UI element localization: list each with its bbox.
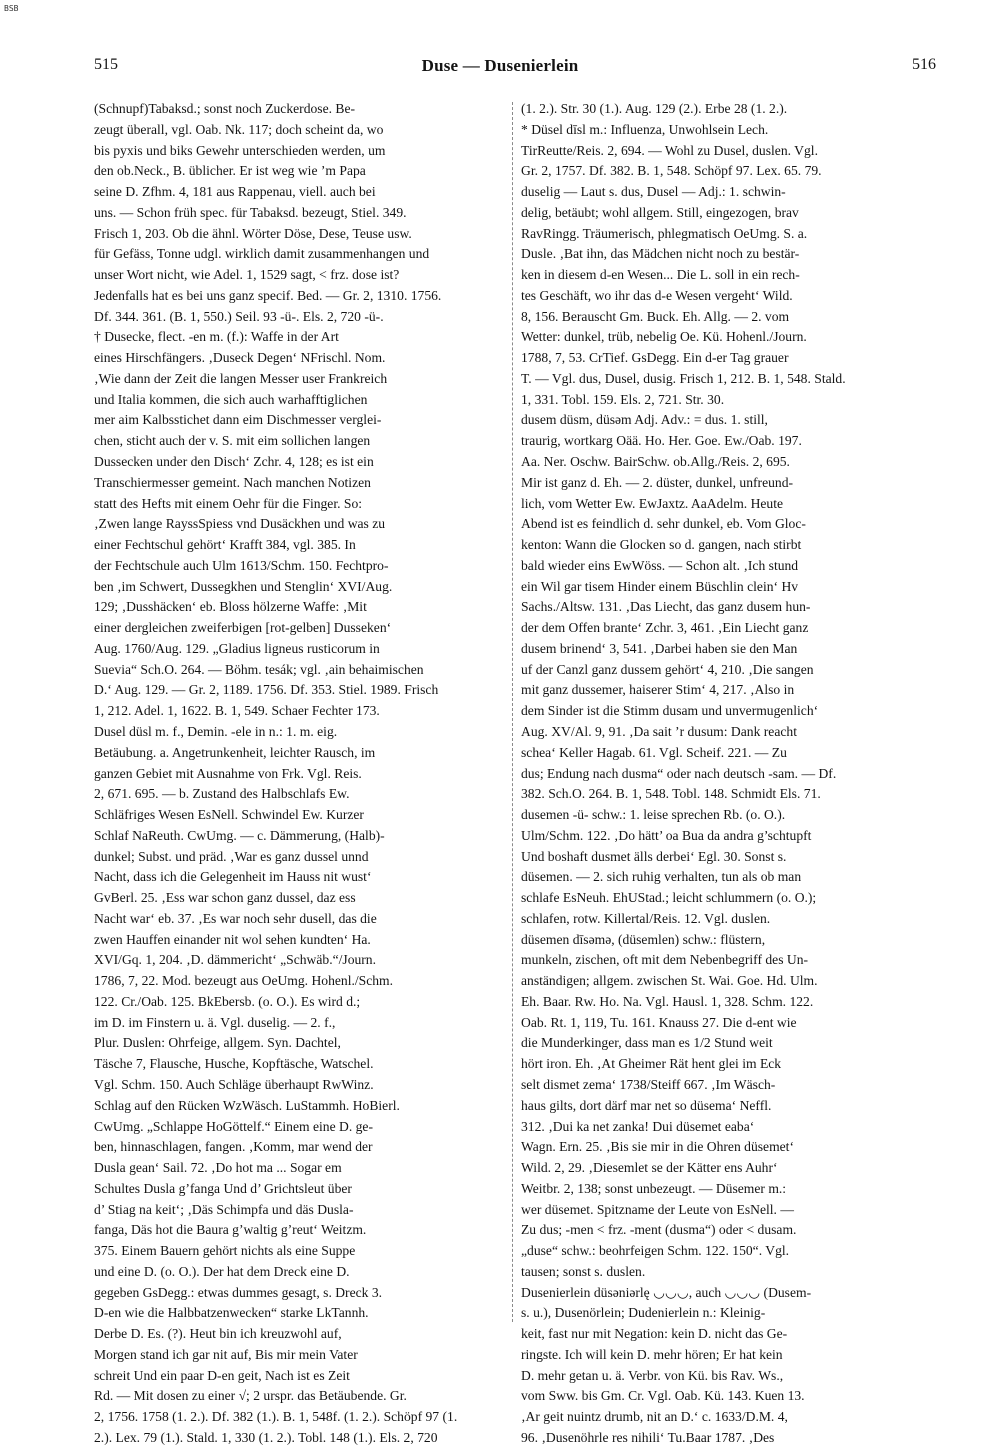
text-line: düsemen. — 2. sich ruhig verhalten, tun als ob man <box>521 869 802 885</box>
text-line: statt des Hefts mit einem Oehr für die Finger. So: <box>94 495 363 511</box>
text-line: Derbe D. Es. (?). Heut bin ich kreuzwohl auf, <box>94 1326 342 1342</box>
text-line: Suevia“ Sch.O. 264. — Böhm. tesák; vgl. ‚ain behaimischen <box>94 661 424 677</box>
text-line: Schlag auf den Rücken WzWäsch. LuStammh. HoBierl. <box>94 1097 400 1113</box>
bsb-watermark: BSB <box>4 4 19 13</box>
text-line: selt dismet zema‘ 1738/Steiff 667. ‚Im Wäsch- <box>521 1076 776 1092</box>
text-line: delig, betäubt; wohl allgem. Still, eingezogen, brav <box>521 204 799 220</box>
left-column <box>94 99 507 1449</box>
text-line: Aa. Ner. Oschw. BairSchw. ob.Allg./Reis. 2, 695. <box>521 454 790 470</box>
text-line: (1. 2.). Str. 30 (1.). Aug. 129 (2.). Erbe 28 (1. 2.). <box>521 101 788 116</box>
text-line: dusem brinend‘ 3, 541. ‚Darbei haben sie den Man <box>521 640 798 656</box>
text-line: 382. Sch.O. 264. B. 1, 548. Tobl. 148. Schmidt Els. 71. <box>521 786 821 802</box>
text-line: ben, hinnaschlagen, fangen. ‚Komm, mar wend der <box>94 1139 373 1155</box>
text-line: die Munderkinger, dass man es 1/2 Stund weit <box>521 1035 773 1051</box>
text-line: d’ Stiag na keit‘; ‚Däs Schimpfa und däs Dusla- <box>94 1201 354 1217</box>
text-line: Frisch 1, 203. Ob die ähnl. Wörter Döse, Dese, Teuse usw. <box>94 225 412 241</box>
text-line: 1786, 7, 22. Mod. bezeugt aus OeUmg. Hohenl./Schm. <box>94 973 394 989</box>
text-line: mit ganz dussemer, haiserer Stim‘ 4, 217. ‚Also in <box>521 682 795 698</box>
text-line: Ulm/Schm. 122. ‚Do hätt’ oa Bua da andra g’schtupft <box>521 827 812 843</box>
text-line: tes Geschäft, wo ihr das d-e Wesen vergeht‘ Wild. <box>521 287 793 303</box>
text-line: Zu dus; -men < frz. -ment (dusma“) oder < dusam. <box>521 1222 797 1238</box>
text-line: Dusenierlein düsəniərlę ◡◡◡, auch ◡◡◡ (Dusem- <box>521 1284 812 1300</box>
text-line: lich, vom Wetter Ew. EwJaxtz. AaAdelm. Heute <box>521 495 784 511</box>
text-line: einer Fechtschul gehört‘ Krafft 384, vgl. 385. In <box>94 537 356 553</box>
text-line: Schlaf NaReuth. CwUmg. — c. Dämmerung, (Halb)- <box>94 827 385 843</box>
text-line: den ob.Neck., B. üblicher. Er ist weg wie ’m Papa <box>94 163 366 179</box>
text-line: 2, 1756. 1758 (1. 2.). Df. 382 (1.). B. 1, 548f. (1. 2.). Schöpf 97 (1. <box>94 1409 458 1425</box>
text-line: schea‘ Keller Hagab. 61. Vgl. Scheif. 221. — Zu <box>521 744 787 760</box>
text-line: * Düsel dīsl m.: Influenza, Unwohlsein Lech. <box>521 121 769 137</box>
text-line: „duse“ schw.: beohrfeigen Schm. 122. 150“. Vgl. <box>521 1243 790 1259</box>
text-line: XVI/Gq. 1, 204. ‚D. dämmericht‘ „Schwäb.“/Journ. <box>94 952 377 968</box>
text-line: Gr. 2, 1757. Df. 382. B. 1, 548. Schöpf 97. Lex. 65. 79. <box>521 163 822 179</box>
text-line: Eh. Baar. Rw. Ho. Na. Vgl. Hausl. 1, 328. Schm. 122. <box>521 993 814 1009</box>
text-line: 375. Einem Bauern gehört nichts als eine Suppe <box>94 1243 356 1259</box>
text-line: Vgl. Schm. 150. Auch Schläge überhaupt RwWinz. <box>94 1076 374 1092</box>
text-line: und Italia kommen, die sich auch warhafftiglichen <box>94 391 368 407</box>
text-line: Oab. Rt. 1, 119, Tu. 161. Knauss 27. Die d-ent wie <box>521 1014 797 1030</box>
text-line: einer dergleichen zweiferbigen [rot-gelben] Dusseken‘ <box>94 620 392 636</box>
page-number-right: 516 <box>912 56 936 73</box>
text-line: Jedenfalls hat es bei uns ganz specif. Bed. — Gr. 2, 1310. 1756. <box>94 287 442 303</box>
text-line: schlafe EsNeuh. EhUStad.; leicht schlummern (o. O.); <box>521 890 817 906</box>
page-number-left: 515 <box>94 56 118 73</box>
text-line: 8, 156. Berauscht Gm. Buck. Eh. Allg. — 2. vom <box>521 308 790 324</box>
text-line: mer aim Kalbsstichet dann eim Dischmesser verglei- <box>94 412 382 428</box>
text-line: Dusle. ‚Bat ihn, das Mädchen nicht noch zu bestär- <box>521 246 800 262</box>
text-line: zwen Hauffen einander nit wol sehen kundten‘ Ha. <box>94 931 371 947</box>
text-line: uns. — Schon früh spec. für Tabaksd. bezeugt, Stiel. 349. <box>94 204 407 220</box>
text-line: dus; Endung nach dusma“ oder nach deutsch -sam. — Df. <box>521 765 837 781</box>
text-line: schlafen, rotw. Killertal/Reis. 12. Vgl. duslen. <box>521 910 771 926</box>
text-line: ken in diesem d-en Wesen... Die L. soll in ein rech- <box>521 267 800 283</box>
text-line: TirReutte/Reis. 2, 694. — Wohl zu Dusel, duslen. Vgl. <box>521 142 818 158</box>
text-line: 96. ‚Dusenöhrle res nihili‘ Tu.Baar 1787. ‚Des <box>521 1430 775 1445</box>
text-line: duselig — Laut s. dus, Dusel — Adj.: 1. schwin- <box>521 184 786 200</box>
text-line: Aug. 1760/Aug. 129. „Gladius ligneus rusticorum in <box>94 640 380 656</box>
text-line: Betäubung. a. Angetrunkenheit, leichter Rausch, im <box>94 744 376 760</box>
text-line: 1, 212. Adel. 1, 1622. B. 1, 549. Schaer Fechter 173. <box>94 703 380 719</box>
text-line: RavRingg. Träumerisch, phlegmatisch OeUmg. S. a. <box>521 225 808 241</box>
text-line: CwUmg. „Schlappe HoGöttelf.“ Einem eine D. ge- <box>94 1118 373 1134</box>
text-line: ‚Ar geit nuintz drumb, nit an D.‘ c. 1633/D.M. 4, <box>521 1409 788 1425</box>
text-line: vom Sww. bis Gm. Cr. Vgl. Oab. Kü. 143. Kuen 13. <box>521 1388 805 1404</box>
text-line: gegeben GsDegg.: etwas dummes gesagt, s. Dreck 3. <box>94 1284 383 1300</box>
text-line: dunkel; Subst. und präd. ‚War es ganz dussel unnd <box>94 848 369 864</box>
text-line: 129; ‚Dusshäcken‘ eb. Bloss hölzerne Waffe: ‚Mit <box>94 599 367 615</box>
text-line: Dusel düsl m. f., Demin. -ele in n.: 1. m. eig. <box>94 723 338 739</box>
text-line: bald wieder eins EwWöss. — Schon alt. ‚Ich stund <box>521 557 799 573</box>
text-line: hört iron. Eh. ‚At Gheimer Rät hent glei im Eck <box>521 1056 782 1072</box>
text-line: haus gilts, dort därf mar net so düsema‘ Neffl. <box>521 1097 772 1113</box>
text-line: Und boshaft dusmet älls derbei‘ Egl. 30. Sonst s. <box>521 848 787 864</box>
text-line: anständigen; allgem. zwischen St. Wai. Goe. Hd. Ulm. <box>521 973 818 989</box>
text-line: D.‘ Aug. 129. — Gr. 2, 1189. 1756. Df. 353. Stiel. 1989. Frisch <box>94 682 439 698</box>
text-line: eines Hirschfängers. ‚Duseck Degen‘ NFrischl. Nom. <box>94 350 386 366</box>
text-line: der Fechtschule auch Ulm 1613/Schm. 150. Fechtpro- <box>94 557 389 573</box>
text-line: und eine D. (o. O.). Der hat dem Dreck eine D. <box>94 1263 350 1279</box>
text-line: 1, 331. Tobl. 159. Els. 2, 721. Str. 30. <box>521 391 725 407</box>
text-line: chen, sticht auch der v. S. mit eim sollichen langen <box>94 433 371 449</box>
text-line: unser Wort nicht, wie Adel. 1, 1529 sagt, < frz. dose ist? <box>94 267 400 283</box>
text-line: der dem Offen brante‘ Zchr. 3, 461. ‚Ein Liecht ganz <box>521 620 809 636</box>
column-divider <box>512 102 513 1322</box>
text-line: Df. 344. 361. (B. 1, 550.) Seil. 93 -ü-. Els. 2, 720 -ü-. <box>94 308 384 324</box>
text-line: Rd. — Mit dosen zu einer √; 2 urspr. das Betäubende. Gr. <box>94 1388 407 1404</box>
text-line: ben ‚im Schwert, Dussegkhen und Stenglin‘ XVI/Aug. <box>94 578 393 594</box>
text-line: Weitbr. 2, 138; sonst unbezeugt. — Düsemer m.: <box>521 1180 787 1196</box>
text-line: Dusla gean‘ Sail. 72. ‚Do hot ma ... Sogar em <box>94 1160 342 1176</box>
text-line: Nacht war‘ eb. 37. ‚Es war noch sehr dusell, das die <box>94 910 377 926</box>
text-line: † Dusecke, flect. -en m. (f.): Waffe in der Art <box>94 329 339 345</box>
text-line: seine D. Zfhm. 4, 181 aus Rappenau, viell. auch bei <box>94 184 376 200</box>
text-line: Mir ist ganz d. Eh. — 2. düster, dunkel, unfreund- <box>521 474 794 490</box>
text-line: ganzen Gebiet mit Ausnahme von Frk. Vgl. Reis. <box>94 765 362 781</box>
text-line: Abend ist es feindlich d. sehr dunkel, eb. Vom Gloc- <box>521 516 806 532</box>
text-line: Plur. Duslen: Ohrfeige, allgem. Syn. Dachtel, <box>94 1035 341 1051</box>
text-line: traurig, wortkarg Oää. Ho. Her. Goe. Ew./Oab. 197. <box>521 433 802 449</box>
text-line: Schläfriges Wesen EsNell. Schwindel Ew. Kurzer <box>94 807 364 823</box>
text-line: 2.). Lex. 79 (1.). Stald. 1, 330 (1. 2.). Tobl. 148 (1.). Els. 2, 720 <box>94 1430 438 1445</box>
text-line: Schultes Dusla g’fanga Und d’ Grichtsleut über <box>94 1180 352 1196</box>
text-line: Nacht, dass ich die Gelegenheit im Hauss nit wust‘ <box>94 869 372 885</box>
text-line: düsemen dīsəmə, (düsemlen) schw.: flüstern, <box>521 931 766 947</box>
text-line: 122. Cr./Oab. 125. BkEbersb. (o. O.). Es wird d.; <box>94 993 361 1009</box>
text-line: Morgen stand ich gar nit auf, Bis mir mein Vater <box>94 1346 358 1362</box>
text-line: im D. im Finstern u. ä. Vgl. duselig. — 2. f., <box>94 1014 336 1030</box>
text-line: Aug. XV/Al. 9, 91. ‚Da sait ’r dusum: Dank reacht <box>521 723 797 739</box>
text-line: dusemen -ü- schw.: 1. leise sprechen Rb. (o. O.). <box>521 807 786 823</box>
text-line: kenton: Wann die Glocken so d. gangen, nach stirbt <box>521 537 802 553</box>
text-line: GvBerl. 25. ‚Ess war schon ganz dussel, daz ess <box>94 890 356 906</box>
text-line: zeugt überall, vgl. Oab. Nk. 117; doch scheint da, wo <box>94 121 384 137</box>
text-line: D. mehr getan u. ä. Verbr. von Kü. bis Rav. Ws., <box>521 1367 784 1383</box>
text-line: ‚Zwen lange RayssSpiess vnd Dusäckhen und was zu <box>94 516 386 532</box>
text-line: T. — Vgl. dus, Dusel, dusig. Frisch 1, 212. B. 1, 548. Stald. <box>521 370 846 386</box>
text-line: D-en wie die Halbbatzenwecken“ starke LkTannh. <box>94 1305 369 1321</box>
text-line: 312. ‚Dui ka net zanka! Dui düsemet eaba‘ <box>521 1118 755 1134</box>
text-line: Sachs./Altsw. 131. ‚Das Liecht, das ganz dusem hun- <box>521 599 811 615</box>
text-line: Transchiermesser gemeint. Nach manchen Notizen <box>94 474 371 490</box>
right-column <box>521 99 934 1449</box>
text-line: wer düsemet. Spitzname der Leute von EsNell. — <box>521 1201 794 1217</box>
text-line: Dussecken under den Disch‘ Zchr. 4, 128; es ist ein <box>94 454 374 470</box>
text-line: 2, 671. 695. — b. Zustand des Halbschlafs Ew. <box>94 786 350 802</box>
text-line: ‚Wie dann der Zeit die langen Messer user Frankreich <box>94 370 388 386</box>
text-line: Wetter: dunkel, trüb, nebelig Oe. Kü. Hohenl./Journ. <box>521 329 807 345</box>
text-line: Wild. 2, 29. ‚Diesemlet se der Kätter ens Auhr‘ <box>521 1160 778 1176</box>
text-line: dem Sinder ist die Stimm dusam und unvermugenlich‘ <box>521 703 819 719</box>
page-header <box>0 56 1000 86</box>
text-line: uf der Canzl ganz dussem gehört‘ 4, 210. ‚Die sangen <box>521 661 814 677</box>
text-line: (Schnupf)Tabaksd.; sonst noch Zuckerdose. Be- <box>94 101 356 116</box>
text-line: Wagn. Ern. 25. ‚Bis sie mir in die Ohren düsemet‘ <box>521 1139 794 1155</box>
text-line: dusem düsm, düsəm Adj. Adv.: = dus. 1. still, <box>521 412 768 428</box>
text-line: munkeln, zischen, oft mit dem Nebenbegriff des Un- <box>521 952 809 968</box>
text-line: Täsche 7, Flausche, Husche, Kopftäsche, Watschel. <box>94 1056 374 1072</box>
text-line: keit, fast nur mit Negation: kein D. nicht das Ge- <box>521 1326 788 1342</box>
text-line: tausen; sonst s. duslen. <box>521 1263 646 1279</box>
text-line: für Gefäss, Tonne udgl. wirklich damit zusammenhangen und <box>94 246 430 262</box>
text-line: schreit Und ein paar D-en geit, Nach ist es Zeit <box>94 1367 350 1383</box>
text-line: s. u.), Dusenörlein; Dudenierlein n.: Kleinig- <box>521 1305 766 1321</box>
text-line: ein Wil gar tisem Hinder einem Büschlin clein‘ Hv <box>521 578 799 594</box>
text-line: fanga, Däs hot die Baura g’waltig g’reut‘ Weitzm. <box>94 1222 367 1238</box>
text-line: bis pyxis und biks Gewehr unterschieden werden, um <box>94 142 386 158</box>
running-title: Duse — Dusenierlein <box>421 56 579 75</box>
text-line: ringste. Ich will kein D. mehr hören; Er hat kein <box>521 1346 783 1362</box>
text-line: 1788, 7, 53. CrTief. GsDegg. Ein d-er Tag grauer <box>521 350 789 366</box>
